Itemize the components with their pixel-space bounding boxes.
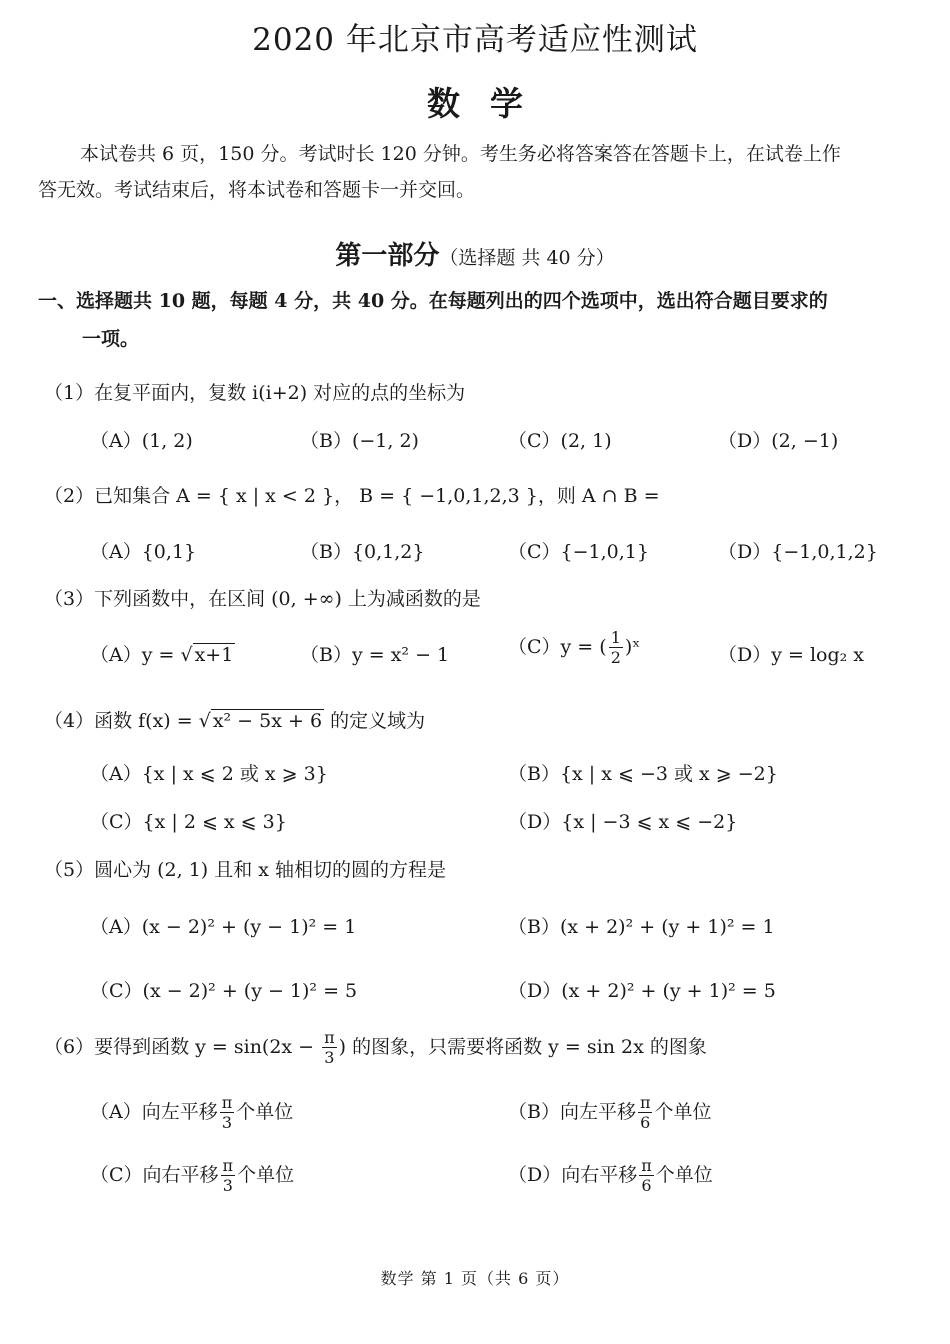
question-3: （3）下列函数中，在区间 (0, +∞) 上为减函数的是	[44, 588, 481, 610]
q5-option-b: （B）(x + 2)² + (y + 1)² = 1	[508, 916, 775, 938]
q3-option-b: （B）y = x² − 1	[300, 644, 450, 666]
q2-option-b: （B）{0,1,2}	[300, 541, 425, 563]
q6-option-b-fraction	[638, 1095, 653, 1131]
q6-option-d	[508, 1158, 713, 1194]
q1-option-b: （B）(−1, 2)	[300, 430, 419, 452]
part-heading	[0, 235, 950, 272]
section-line-2: 一项。	[82, 328, 140, 350]
page-footer: 数学 第 1 页（共 6 页）	[380, 1269, 570, 1288]
q6-label-prefix: （6）要得到函数 y = sin(2x −	[44, 1036, 321, 1058]
fraction-numerator: π	[641, 1156, 652, 1175]
fraction-denominator: 6	[641, 1176, 652, 1195]
q4-option-c: （C）{x | 2 ⩽ x ⩽ 3}	[90, 811, 287, 833]
q4-radicand: x² − 5x + 6	[212, 710, 323, 732]
q3-option-d: （D）y = log₂ x	[718, 644, 865, 666]
q1-option-a: （A）(1, 2)	[90, 430, 193, 452]
q4-option-d: （D）{x | −3 ⩽ x ⩽ −2}	[508, 811, 738, 833]
exam-title: 2020 年北京市高考适应性测试	[252, 22, 698, 58]
question-1: （1）在复平面内，复数 i(i+2) 对应的点的坐标为	[44, 382, 466, 404]
question-5: （5）圆心为 (2, 1) 且和 x 轴相切的圆的方程是	[44, 859, 447, 881]
q6-fraction	[322, 1030, 337, 1066]
sqrt-symbol: √	[198, 710, 211, 732]
fraction-numerator: π	[221, 1093, 233, 1112]
fraction-denominator: 3	[324, 1048, 335, 1067]
q3-option-c-fraction	[609, 630, 623, 666]
fraction-numerator: π	[324, 1028, 335, 1047]
question-2: （2）已知集合 A = { x | x < 2 }， B = { −1,0,1,2,3 }，则 A ∩ B =	[44, 485, 660, 507]
q3-option-a	[90, 640, 235, 667]
q4-label-suffix: 的定义域为	[324, 710, 426, 732]
q6-option-a	[90, 1095, 293, 1131]
q1-option-c: （C）(2, 1)	[508, 430, 612, 452]
exam-instructions	[38, 136, 918, 208]
q5-option-c: （C）(x − 2)² + (y − 1)² = 5	[90, 980, 358, 1002]
q3-option-c	[508, 630, 640, 666]
fraction-denominator: 3	[221, 1113, 233, 1132]
q6-option-b	[508, 1095, 712, 1131]
q6-option-c-fraction	[221, 1158, 236, 1194]
part-title: 第一部分	[335, 241, 440, 271]
fraction-denominator: 3	[222, 1176, 233, 1195]
question-4	[44, 706, 425, 733]
fraction-numerator: π	[639, 1093, 651, 1112]
part-subtitle: （选择题 共 40 分）	[439, 247, 615, 269]
q2-option-d: （D）{−1,0,1,2}	[718, 541, 878, 563]
fraction-denominator: 6	[640, 1113, 651, 1132]
fraction-numerator: π	[222, 1156, 234, 1175]
section-line-1: 一、选择题共 10 题，每题 4 分，共 40 分。在每题列出的四个选项中，选出符合题目要求的	[38, 290, 828, 312]
section-instructions	[38, 282, 923, 358]
question-6	[44, 1030, 707, 1066]
q6-option-a-fraction	[220, 1095, 235, 1131]
q2-option-c: （C）{−1,0,1}	[508, 541, 649, 563]
q3-option-c-prefix: （C）y = (	[508, 636, 607, 658]
fraction-denominator: 2	[610, 648, 621, 667]
q6-option-a-unit: 个单位	[236, 1101, 294, 1123]
q4-label-prefix: （4）函数 f(x) =	[44, 710, 199, 732]
q6-option-b-unit: 个单位	[654, 1101, 712, 1123]
q3-option-a-radicand: x+1	[194, 644, 234, 666]
sqrt-symbol: √	[180, 644, 193, 666]
q2-option-a: （A）{0,1}	[90, 541, 197, 563]
instructions-line-1: 本试卷共 6 页，150 分。考试时长 120 分钟。考生务必将答案答在答题卡上，在试卷上作	[80, 143, 841, 165]
instructions-line-2: 答无效。考试结束后，将本试卷和答题卡一并交回。	[38, 179, 476, 201]
q6-option-c	[90, 1158, 294, 1194]
q6-option-d-prefix: （D）向右平移	[508, 1164, 638, 1186]
q6-option-d-unit: 个单位	[655, 1164, 713, 1186]
q6-label-suffix: ) 的图象，只需要将函数 y = sin 2x 的图象	[338, 1036, 707, 1058]
q3-option-a-prefix: （A）y =	[90, 644, 181, 666]
q4-option-a: （A）{x | x ⩽ 2 或 x ⩾ 3}	[90, 763, 328, 785]
fraction-numerator: 1	[610, 628, 621, 647]
q6-option-b-prefix: （B）向左平移	[508, 1101, 636, 1123]
subject-heading: 数学	[427, 84, 553, 123]
q6-option-a-prefix: （A）向左平移	[90, 1101, 218, 1123]
q3-option-c-suffix: )ˣ	[624, 636, 641, 658]
q6-option-d-fraction	[639, 1158, 654, 1194]
q1-option-d: （D）(2, −1)	[718, 430, 839, 452]
q6-option-c-prefix: （C）向右平移	[90, 1164, 219, 1186]
q4-option-b: （B）{x | x ⩽ −3 或 x ⩾ −2}	[508, 763, 778, 785]
q5-option-a: （A）(x − 2)² + (y − 1)² = 1	[90, 916, 357, 938]
q5-option-d: （D）(x + 2)² + (y + 1)² = 5	[508, 980, 776, 1002]
q6-option-c-unit: 个单位	[237, 1164, 295, 1186]
